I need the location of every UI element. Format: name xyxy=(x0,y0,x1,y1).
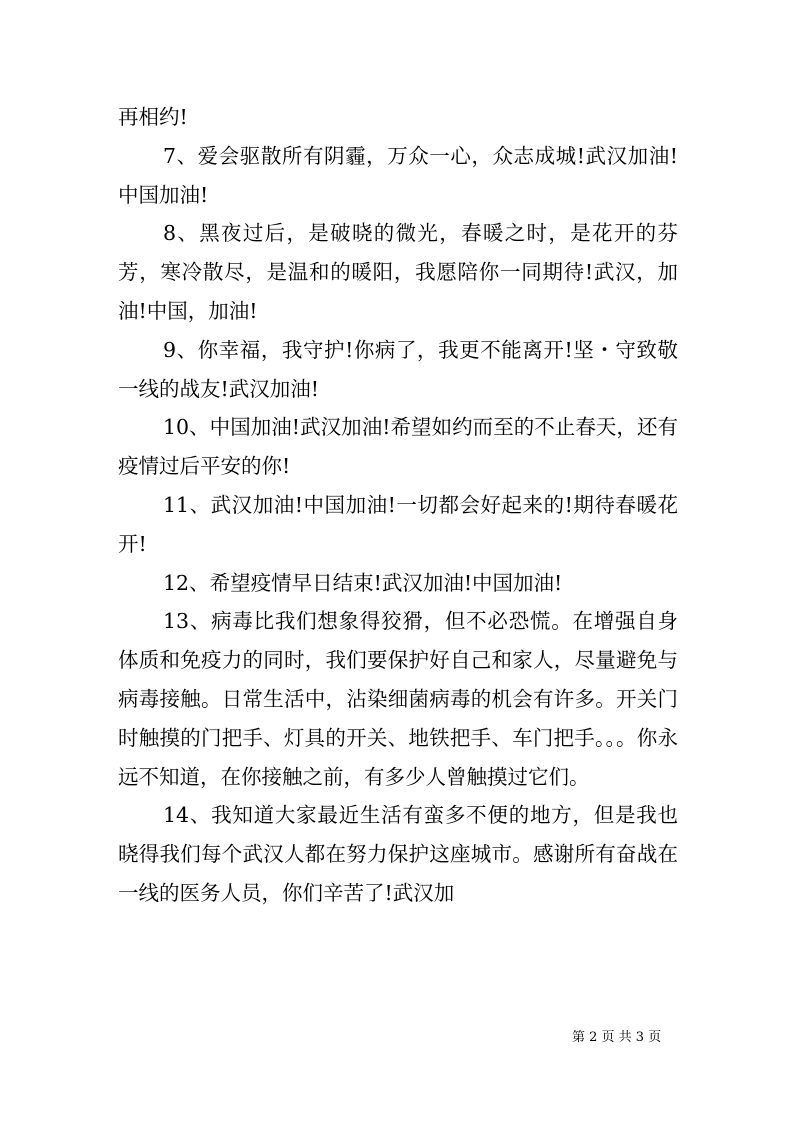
paragraph-item-7: 7、爱会驱散所有阴霾，万众一心，众志成城!武汉加油!中国加油! xyxy=(118,143,678,207)
paragraph-item-11: 11、武汉加油!中国加油!一切都会好起来的!期待春暖花开! xyxy=(118,492,678,556)
document-body xyxy=(118,98,678,913)
paragraph-item-12: 12、希望疫情早日结束!武汉加油!中国加油! xyxy=(163,570,563,595)
paragraph-item-8: 8、黑夜过后，是破晓的微光，春暖之时，是花开的芬芳，寒冷散尽，是温和的暖阳，我愿陪你一同期待!武汉，加油!中国，加油! xyxy=(118,221,678,323)
paragraph-item-10: 10、中国加油!武汉加油!希望如约而至的不止春天，还有疫情过后平安的你! xyxy=(118,415,678,479)
paragraph-item-13: 13、病毒比我们想象得狡猾，但不必恐慌。在增强自身体质和免疫力的同时，我们要保护好自己和家人，尽量避免与病毒接触。日常生活中，沾染细菌病毒的机会有许多。开关门时触摸的门把手、灯具的开关、地铁把手、车门把手。。。你永远不知道，在你接触之前，有多少人曾触摸过它们。 xyxy=(118,609,678,789)
paragraph-item-9: 9、你幸福，我守护!你病了，我更不能离开!坚・守致敬一线的战友!武汉加油! xyxy=(118,337,678,401)
page-number-footer: 第 2 页 共 3 页 xyxy=(572,1030,662,1045)
paragraph-continuation: 再相约! xyxy=(118,105,188,129)
paragraph-item-14: 14、我知道大家最近生活有蛮多不便的地方，但是我也晓得我们每个武汉人都在努力保护这座城市。感谢所有奋战在一线的医务人员，你们辛苦了!武汉加 xyxy=(118,803,678,905)
